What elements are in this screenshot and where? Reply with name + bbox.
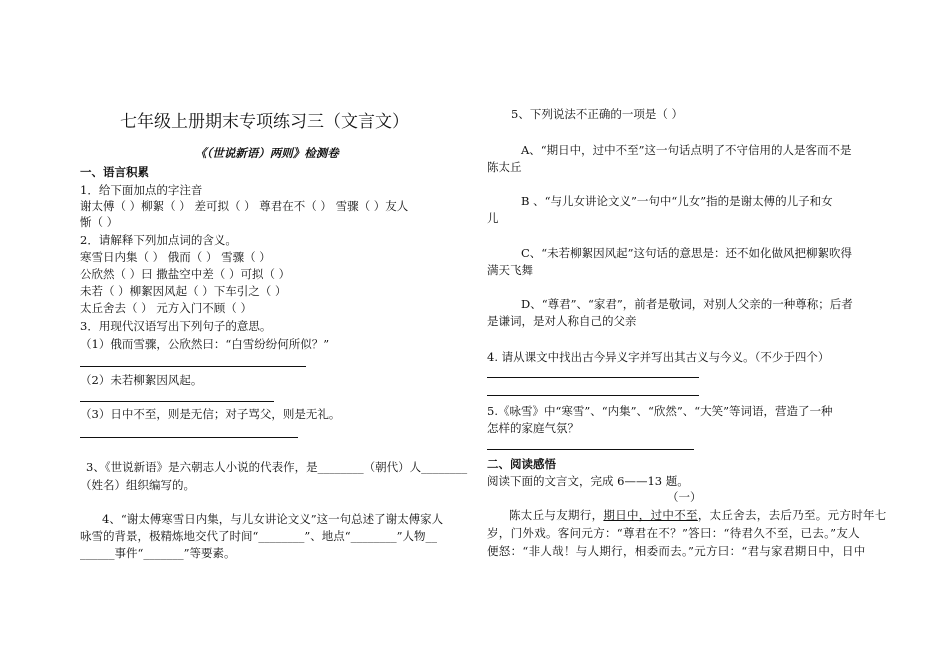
- option-b-line-2: 儿: [487, 211, 499, 225]
- question-5b-line-b: 怎样的家庭气氛？: [487, 421, 579, 435]
- passage-text: 陈太丘与友期行，: [509, 508, 604, 522]
- reading-instruction: 阅读下面的文言文，完成 6——13 题。: [487, 474, 689, 488]
- option-d-line-1: D、“尊君”、“家君”，前者是敬词，对别人父亲的一种尊称；后者: [521, 297, 853, 311]
- answer-line[interactable]: [487, 377, 699, 378]
- question-4-line-b: 咏雪的背景，极精炼地交代了时间“________”、地点“________”人物__: [80, 529, 438, 543]
- question-2-line-d: 太丘舍去（ ） 元方入门不顾（ ）: [80, 301, 252, 315]
- answer-line[interactable]: [487, 449, 694, 450]
- question-3-item-3: （3）日中不至，则是无信；对子骂父，则是无礼。: [80, 407, 341, 421]
- question-4-line-a: 4、“谢太傅寒雪日内集，与儿女讲论文义”这一句总述了谢太傅家人: [102, 512, 444, 526]
- question-3-item-1: （1）俄而雪骤，公欣然曰：“白雪纷纷何所似？”: [80, 337, 330, 351]
- question-3: 3．用现代汉语写出下列句子的意思。: [80, 319, 272, 333]
- question-4-right: 4. 请从课文中找出古今异义字并写出其古义与今义。（不少于四个）: [487, 350, 830, 364]
- question-1-line-b: 惭（ ）: [80, 215, 119, 229]
- option-d-line-2: 是谦词，是对人称自己的父亲: [487, 314, 637, 328]
- option-a-line-2: 陈太丘: [487, 160, 522, 174]
- question-3b-line-b: （姓名）组织编写的。: [80, 478, 195, 492]
- question-2: 2．请解释下列加点词的含义。: [80, 233, 237, 247]
- question-5b-line-a: 5.《咏雪》中“寒雪”、“内集”、“欣然”、“大笑”等词语，营造了一种: [487, 404, 833, 418]
- passage-line-1: [509, 507, 887, 523]
- question-3-item-2: （2）未若柳絮因风起。: [80, 373, 203, 387]
- answer-line[interactable]: [80, 401, 274, 402]
- passage-line-3: 便怒：“非人哉！与人期行，相委而去。”元方曰：“君与家君期日中，日中: [487, 544, 866, 558]
- question-3b-line-a: 3、《世说新语》是六朝志人小说的代表作，是________（朝代）人________: [86, 460, 468, 474]
- answer-line[interactable]: [80, 437, 298, 438]
- option-c-line-2: 满天飞舞: [487, 263, 533, 277]
- option-c-line-1: C、“未若柳絮因风起”这句话的意思是：还不如化做风把柳絮吹得: [521, 246, 853, 260]
- question-2-line-c: 未若（ ）柳絮因风起（ ）下车引之（ ）: [80, 284, 287, 298]
- answer-line[interactable]: [80, 366, 306, 367]
- option-b-line-1: B 、“与儿女讲论文义”一句中“儿女”指的是谢太傅的儿子和女: [521, 194, 833, 208]
- question-5: 5、下列说法不正确的一项是（ ）: [511, 107, 683, 121]
- underlined-phrase: 期日中，过中不至: [603, 508, 698, 522]
- option-a-line-1: A、“期日中，过中不至”这一句话点明了不守信用的人是客而不是: [521, 143, 852, 157]
- passage-text: ，太丘舍去，去后乃至。元方时年七: [697, 508, 887, 522]
- question-4-line-c: ______事件“_______”等要素。: [80, 546, 236, 560]
- page-title: 七年级上册期末专项练习三（文言文）: [120, 112, 409, 132]
- question-2-line-b: 公欣然（ ）曰 撒盐空中差（ ）可拟（ ）: [80, 267, 291, 281]
- question-1: 1．给下面加点的字注音: [80, 183, 203, 197]
- answer-line[interactable]: [487, 395, 699, 396]
- page-subtitle: 《（世说新语）两则》检测卷: [195, 146, 339, 160]
- question-2-line-a: 寒雪日内集（ ） 俄而（ ） 雪骤（ ）: [80, 250, 271, 264]
- section-heading-reading: 二、阅读感悟: [487, 457, 556, 471]
- section-heading-language: 一、语言积累: [80, 165, 149, 179]
- passage-line-2: 岁，门外戏。客问元方：“尊君在不？”答曰：“待君久不至，已去。”友人: [487, 526, 860, 540]
- passage-part-label: （一）: [667, 490, 702, 504]
- question-1-line-a: 谢太傅（ ）柳絮（ ） 差可拟（ ） 尊君在不（ ） 雪骤（ ）友人: [80, 199, 409, 213]
